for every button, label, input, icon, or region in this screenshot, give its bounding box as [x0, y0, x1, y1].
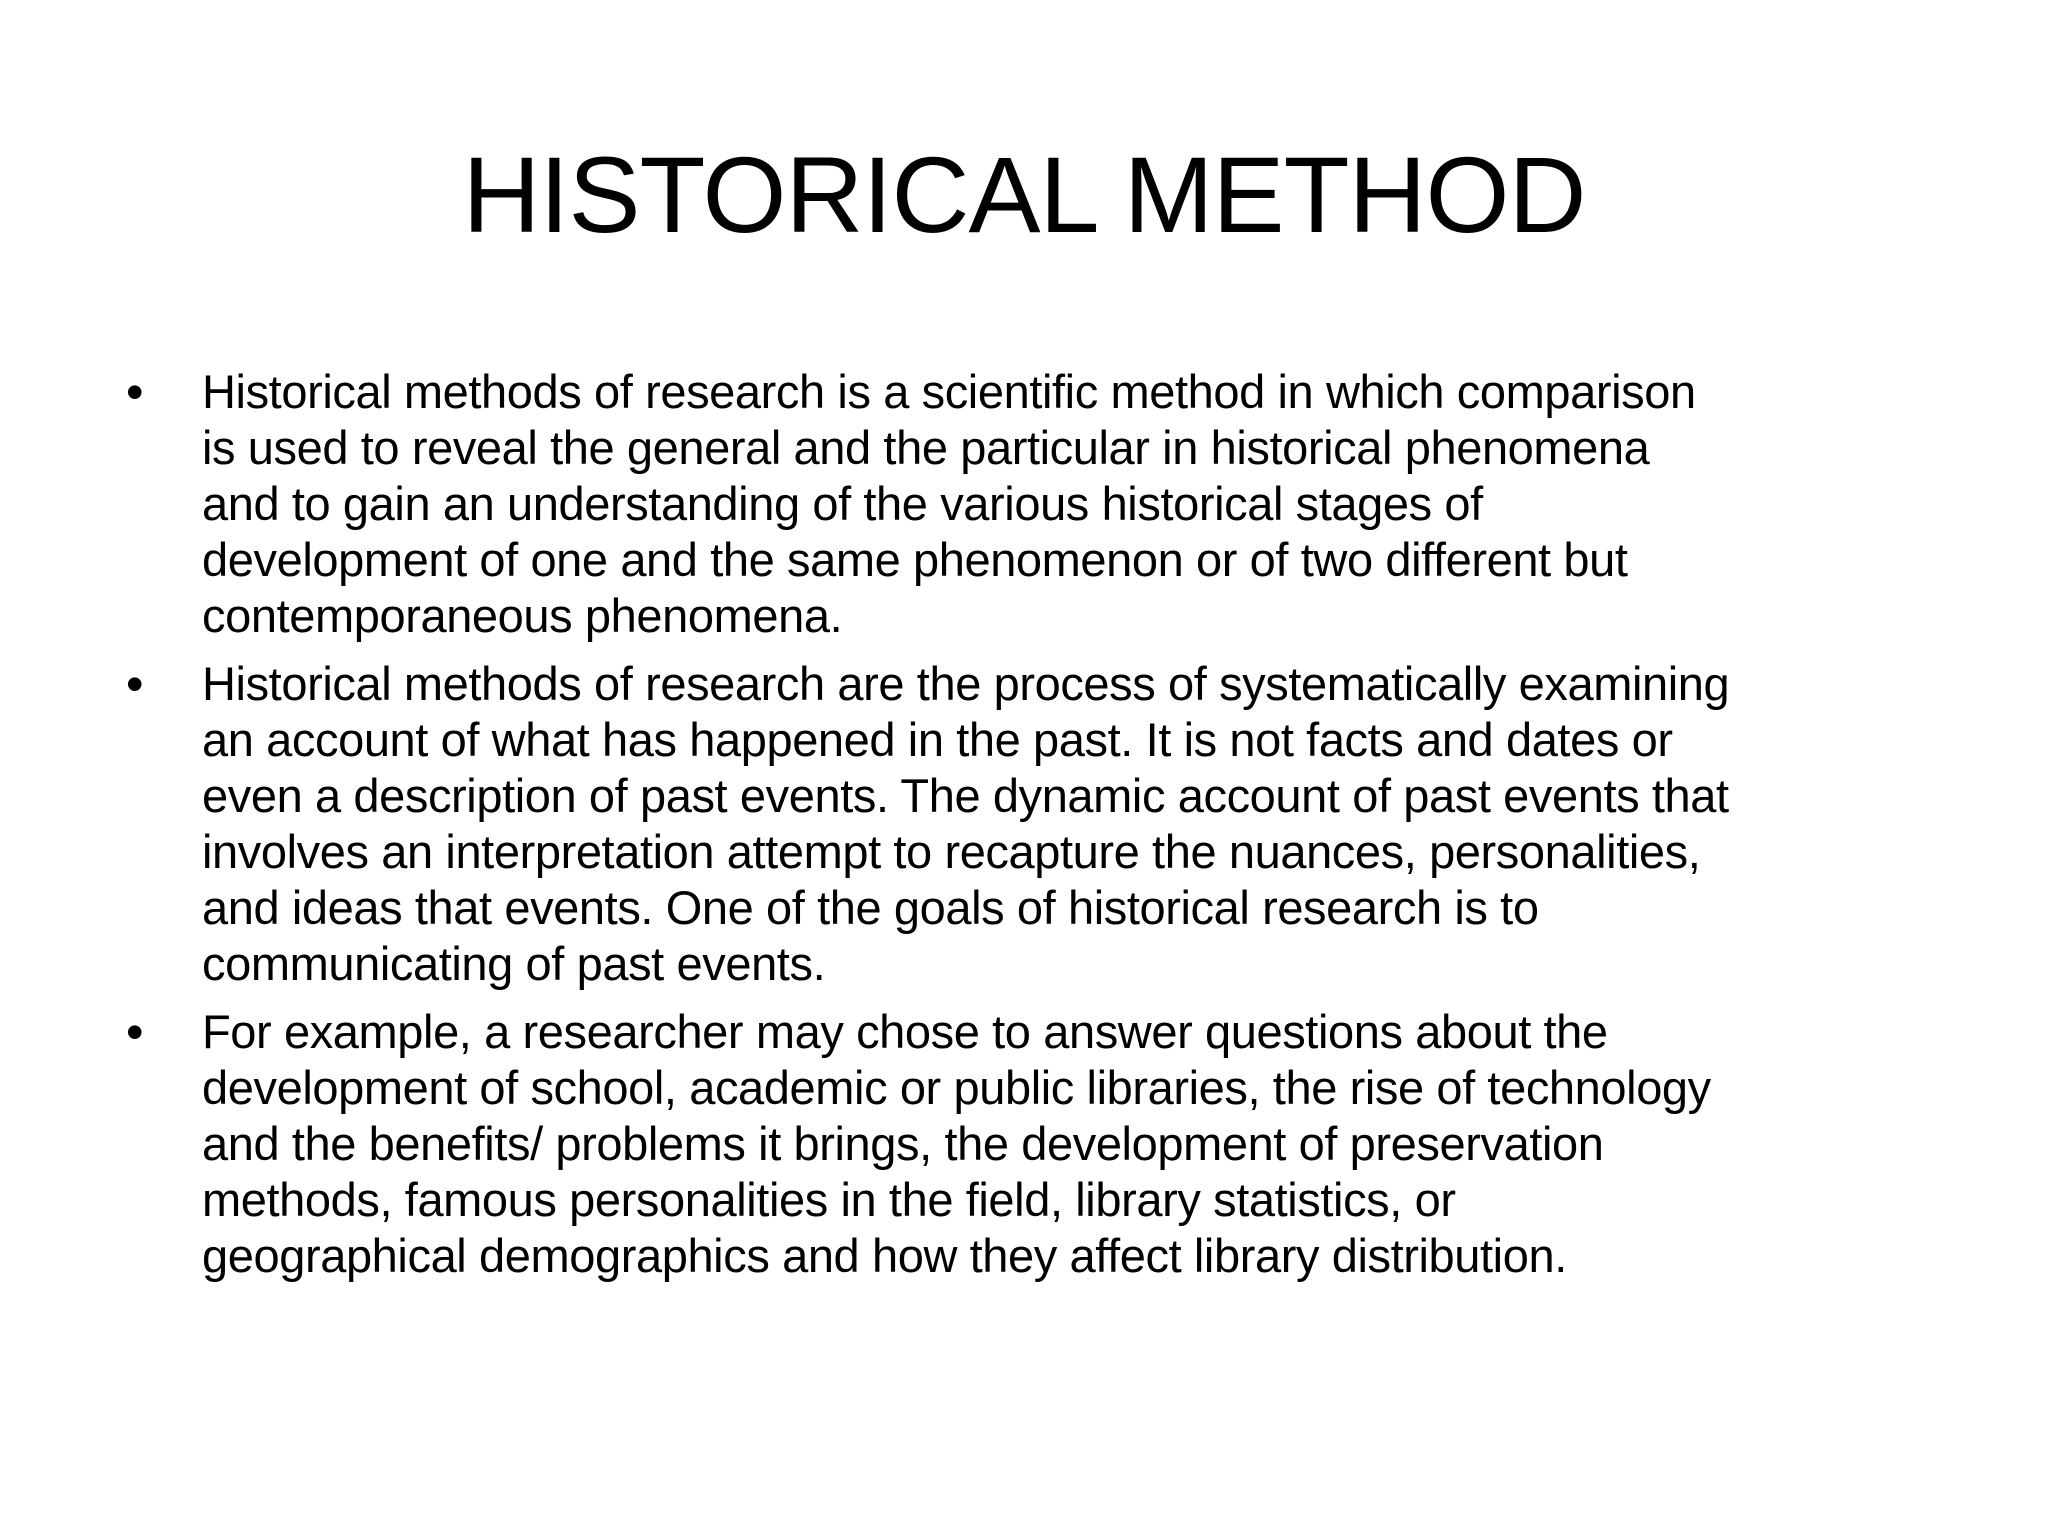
- bullet-text-line: development of one and the same phenomenon or of two different but: [202, 533, 1628, 586]
- bullet-item: [120, 364, 1960, 644]
- bullet-text-line: even a description of past events. The dynamic account of past events that: [202, 769, 1729, 822]
- bullet-text-line: and ideas that events. One of the goals of historical research is to: [202, 881, 1539, 934]
- bullet-text-line: involves an interpretation attempt to recapture the nuances, personalities,: [202, 825, 1701, 878]
- bullet-list: [120, 364, 1960, 1296]
- bullet-text-line: Historical methods of research is a scientific method in which comparison: [202, 365, 1696, 418]
- bullet-text-line: and to gain an understanding of the various historical stages of: [202, 477, 1483, 530]
- bullet-dot-icon: •: [126, 656, 144, 712]
- bullet-text-line: methods, famous personalities in the field, library statistics, or: [202, 1173, 1456, 1226]
- bullet-text-line: development of school, academic or public libraries, the rise of technology: [202, 1061, 1711, 1114]
- bullet-text-line: Historical methods of research are the process of systematically examining: [202, 657, 1730, 710]
- bullet-text-line: contemporaneous phenomena.: [202, 589, 843, 642]
- bullet-text-line: For example, a researcher may chose to answer questions about the: [202, 1005, 1608, 1058]
- bullet-item: [120, 1004, 1960, 1284]
- bullet-dot-icon: •: [126, 1004, 144, 1060]
- slide-title: HISTORICAL METHOD: [462, 134, 1586, 255]
- bullet-text-line: communicating of past events.: [202, 937, 826, 990]
- bullet-text-line: is used to reveal the general and the particular in historical phenomena: [202, 421, 1650, 474]
- bullet-text-line: an account of what has happened in the past. It is not facts and dates or: [202, 713, 1673, 766]
- bullet-dot-icon: •: [126, 364, 144, 420]
- bullet-text-line: and the benefits/ problems it brings, the development of preservation: [202, 1117, 1604, 1170]
- bullet-item: [120, 656, 1960, 992]
- bullet-text-line: geographical demographics and how they affect library distribution.: [202, 1229, 1567, 1282]
